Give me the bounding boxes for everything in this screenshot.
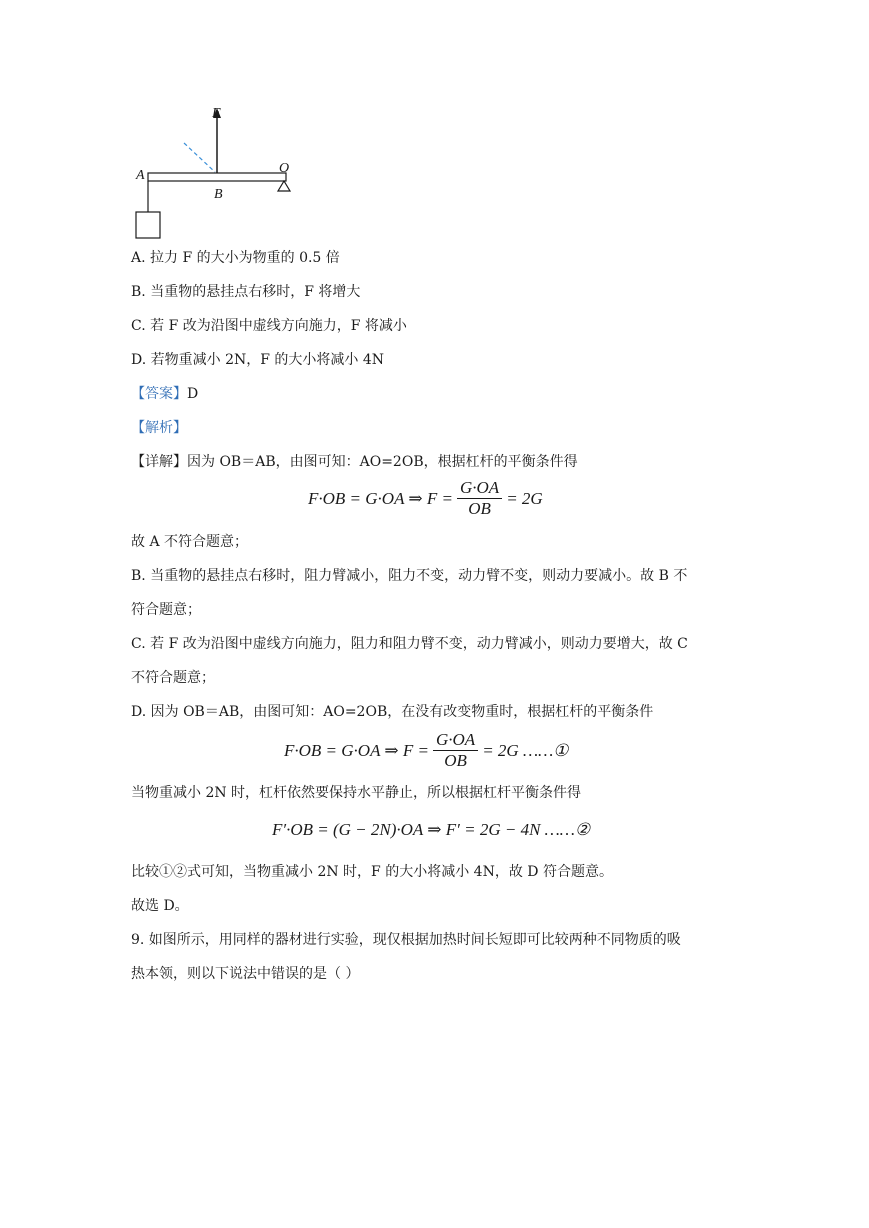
option-c: C. 若 F 改为沿图中虚线方向施力，F 将减小 bbox=[131, 318, 407, 334]
equation-2 bbox=[284, 730, 568, 771]
detail-intro: 【详解】因为 OB＝AB，由图可知：AO=2OB，根据杠杆的平衡条件得 bbox=[131, 454, 578, 470]
eq2-numerator: G·OA bbox=[433, 730, 478, 751]
choose-line: 故选 D。 bbox=[131, 898, 189, 914]
label-A: A bbox=[136, 168, 145, 183]
eq2-lhs: F·OB = G·OA ⇒ F = bbox=[284, 740, 429, 760]
option-b: B. 当重物的悬挂点右移时，F 将增大 bbox=[131, 284, 361, 300]
weight-block bbox=[136, 212, 160, 238]
compare-line: 比较①②式可知，当物重减小 2N 时，F 的大小将减小 4N，故 D 符合题意。 bbox=[131, 864, 613, 880]
lever-bar bbox=[148, 173, 286, 181]
lever-diagram bbox=[128, 100, 308, 245]
eq1-denominator: OB bbox=[468, 499, 491, 518]
option-a: A. 拉力 F 的大小为物重的 0.5 倍 bbox=[131, 250, 340, 266]
answer-value: D bbox=[187, 386, 199, 402]
eq1-fraction bbox=[457, 478, 502, 519]
a-conclusion: 故 A 不符合题意； bbox=[131, 534, 249, 550]
answer-tag: 【答案】 bbox=[131, 386, 187, 402]
dashed-direction-line bbox=[184, 143, 215, 172]
equation-3 bbox=[272, 820, 590, 840]
eq2-fraction bbox=[433, 730, 478, 771]
eq1-numerator: G·OA bbox=[457, 478, 502, 499]
eq2-denominator: OB bbox=[444, 751, 467, 770]
label-O: O bbox=[279, 161, 290, 176]
option-d: D. 若物重减小 2N，F 的大小将减小 4N bbox=[131, 352, 385, 368]
eq1-rhs: = 2G bbox=[506, 488, 543, 508]
analysis-tag: 【解析】 bbox=[131, 420, 187, 436]
answer-line bbox=[131, 384, 198, 404]
b-line-1: B. 当重物的悬挂点右移时，阻力臂减小，阻力不变，动力臂不变，则动力要减小。故 B 不 bbox=[131, 568, 688, 584]
d-line-2: 当物重减小 2N 时，杠杆依然要保持水平静止，所以根据杠杆平衡条件得 bbox=[131, 785, 582, 801]
pivot-triangle bbox=[278, 181, 290, 191]
label-B: B bbox=[214, 187, 223, 202]
c-line-2: 不符合题意； bbox=[131, 670, 215, 686]
eq1-lhs: F·OB = G·OA ⇒ F = bbox=[308, 488, 453, 508]
d-line-1: D. 因为 OB＝AB，由图可知：AO=2OB，在没有改变物重时，根据杠杆的平衡条件 bbox=[131, 704, 654, 720]
label-F: F bbox=[212, 106, 221, 121]
question-9-line-1: 9. 如图所示，用同样的器材进行实验，现仅根据加热时间长短即可比较两种不同物质的吸 bbox=[131, 932, 681, 948]
b-line-2: 符合题意； bbox=[131, 602, 201, 618]
question-9-line-2: 热本领，则以下说法中错误的是（ ） bbox=[131, 966, 360, 982]
c-line-1: C. 若 F 改为沿图中虚线方向施力，阻力和阻力臂不变，动力臂减小，则动力要增大，故 C bbox=[131, 636, 688, 652]
eq3-text: F′·OB = (G − 2N)·OA ⇒ F′ = 2G − 4N ……② bbox=[272, 820, 591, 839]
eq2-rhs: = 2G ……① bbox=[482, 740, 569, 760]
equation-1 bbox=[308, 478, 543, 519]
